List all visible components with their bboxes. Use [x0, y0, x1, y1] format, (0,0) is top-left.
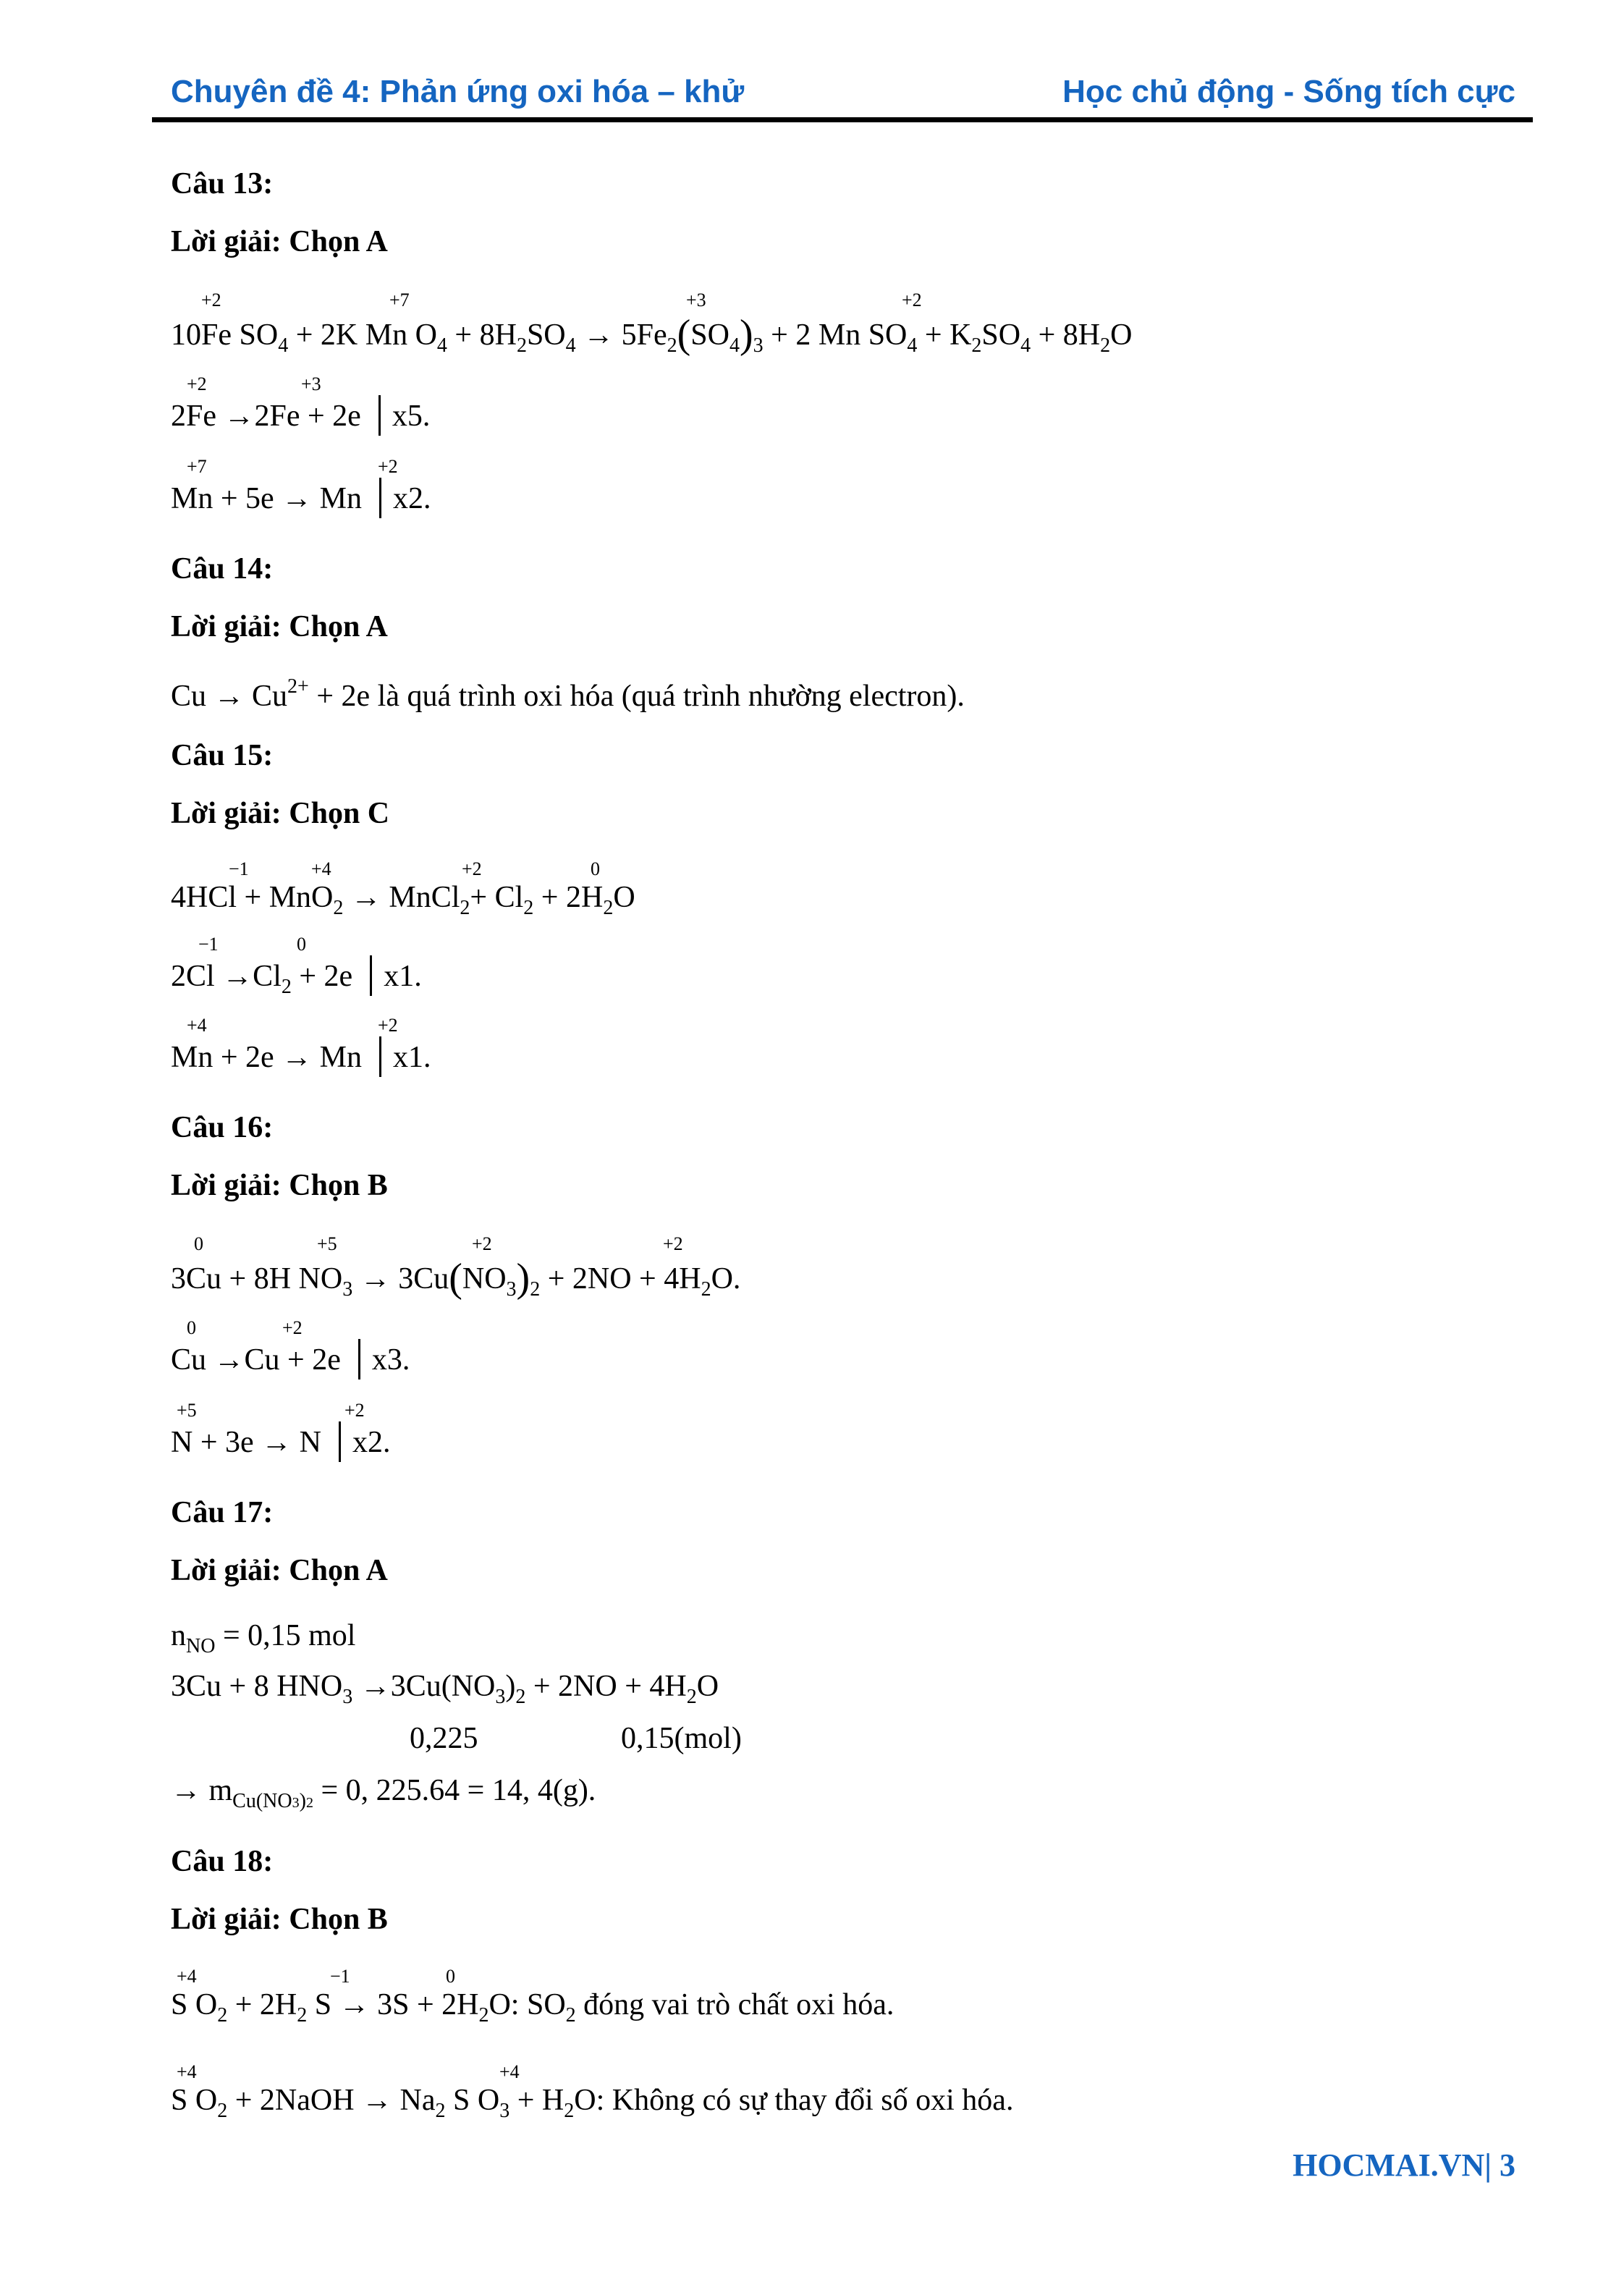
- question-17-answer: Lời giải: Chọn A: [171, 1554, 388, 1587]
- question-14-title: Câu 14:: [171, 552, 274, 586]
- equation-14: $Cu \to Cu^{2+} + 2e$ là quá trình oxi hóa (quá trình nhường electron).: [171, 675, 965, 713]
- half-reaction-16-1: Cu →Cu + 2e x3.: [171, 1339, 410, 1379]
- calc-line-1: $n_{NO} = 0,15$ mol: [171, 1619, 356, 1657]
- oxidation-number: +3: [301, 373, 321, 394]
- oxidation-number: +4: [311, 858, 331, 879]
- header-slogan: Học chủ động - Sống tích cực: [1062, 74, 1515, 109]
- oxidation-number: +2: [462, 858, 482, 879]
- oxidation-number: +7: [389, 290, 410, 310]
- question-15-title: Câu 15:: [171, 739, 274, 772]
- oxidation-number: +2: [378, 456, 398, 477]
- oxidation-number: −1: [198, 934, 219, 955]
- half-reaction-15-2: Mn + 2e → Mn x1.: [171, 1036, 431, 1077]
- equation-16-main: 3Cu + 8H $NO_3 \to 3Cu(NO_3)_2 + 2NO + 4H_2O$.: [171, 1256, 741, 1301]
- question-16-title: Câu 16:: [171, 1111, 274, 1144]
- half-reaction-15-1: $2Cl \to Cl_2 + 2e$ x1.: [171, 955, 422, 996]
- question-18-answer: Lời giải: Chọn B: [171, 1903, 388, 1936]
- oxidation-number: +5: [177, 1400, 197, 1421]
- oxidation-number: 0: [591, 858, 600, 879]
- oxidation-number: +3: [686, 290, 706, 310]
- oxidation-number: +2: [378, 1015, 398, 1036]
- calc-line-4: → $m_{Cu(NO3)2} = 0$, 225.64 = 14, 4(g).: [171, 1774, 596, 1812]
- oxidation-number: +2: [663, 1233, 683, 1254]
- oxidation-number: +2: [344, 1400, 365, 1421]
- calc-line-2: 3Cu + 8 $HNO_3 \to 3Cu(NO_3)_2 + 2NO + 4H_2O$: [171, 1670, 719, 1708]
- half-reaction-16-2: N + 3e → N x2.: [171, 1421, 391, 1462]
- oxidation-number: +4: [499, 2061, 520, 2082]
- oxidation-number: +2: [282, 1317, 303, 1338]
- question-15-answer: Lời giải: Chọn C: [171, 797, 390, 830]
- half-reaction-13-2: Mn + 5e → Mn x2.: [171, 478, 431, 518]
- oxidation-number: +2: [472, 1233, 492, 1254]
- equation-18-2: S $O_2$ + 2NaOH → $Na_2$ S $O_3 + H_2O$: Không có sự thay đổi số oxi hóa.: [171, 2084, 1014, 2122]
- calc-line-3-no-amount: 0,15(mol): [621, 1722, 742, 1755]
- oxidation-number: −1: [229, 858, 249, 879]
- equation-18-1: S $O_2 + 2H_2$ $S \to 3S + 2H_2O$: $SO_2$ đóng vai trò chất oxi hóa.: [171, 1988, 895, 2027]
- question-14-answer: Lời giải: Chọn A: [171, 610, 388, 643]
- question-18-title: Câu 18:: [171, 1845, 274, 1878]
- question-17-title: Câu 17:: [171, 1496, 274, 1529]
- question-13-title: Câu 13:: [171, 167, 274, 200]
- oxidation-number: −1: [330, 1966, 350, 1987]
- equation-13-main: 10Fe $SO_4 + 2K$ Mn $O_4 + 8H_2SO_4 \to 5Fe_2(SO_4)_3 + 2$ Mn $SO_4 + K_2SO_4 + 8H_2O$: [171, 312, 1133, 357]
- calc-line-3-cu-amount: 0,225: [410, 1722, 478, 1755]
- question-13-answer: Lời giải: Chọn A: [171, 225, 388, 258]
- oxidation-number: 0: [297, 934, 306, 955]
- oxidation-number: +2: [201, 290, 221, 310]
- oxidation-number: 0: [446, 1966, 455, 1987]
- oxidation-number: 0: [194, 1233, 203, 1254]
- oxidation-number: +7: [187, 456, 207, 477]
- footer-page-number: HOCMAI.VN| 3: [1293, 2147, 1515, 2183]
- oxidation-number: +4: [177, 1966, 197, 1987]
- header-divider: [152, 117, 1533, 122]
- oxidation-number: +2: [187, 373, 207, 394]
- oxidation-number: +2: [902, 290, 922, 310]
- header-title: Chuyên đề 4: Phản ứng oxi hóa – khử: [171, 74, 745, 109]
- oxidation-number: +5: [317, 1233, 337, 1254]
- oxidation-number: 0: [187, 1317, 196, 1338]
- question-16-answer: Lời giải: Chọn B: [171, 1169, 388, 1202]
- oxidation-number: +4: [187, 1015, 207, 1036]
- equation-15-main: 4HCl + MnO$_2$ → MnCl$_2$+ $Cl_2 + 2H_2O$: [171, 881, 635, 919]
- oxidation-number: +4: [177, 2061, 197, 2082]
- half-reaction-13-1: 2Fe →2Fe + 2e x5.: [171, 395, 430, 436]
